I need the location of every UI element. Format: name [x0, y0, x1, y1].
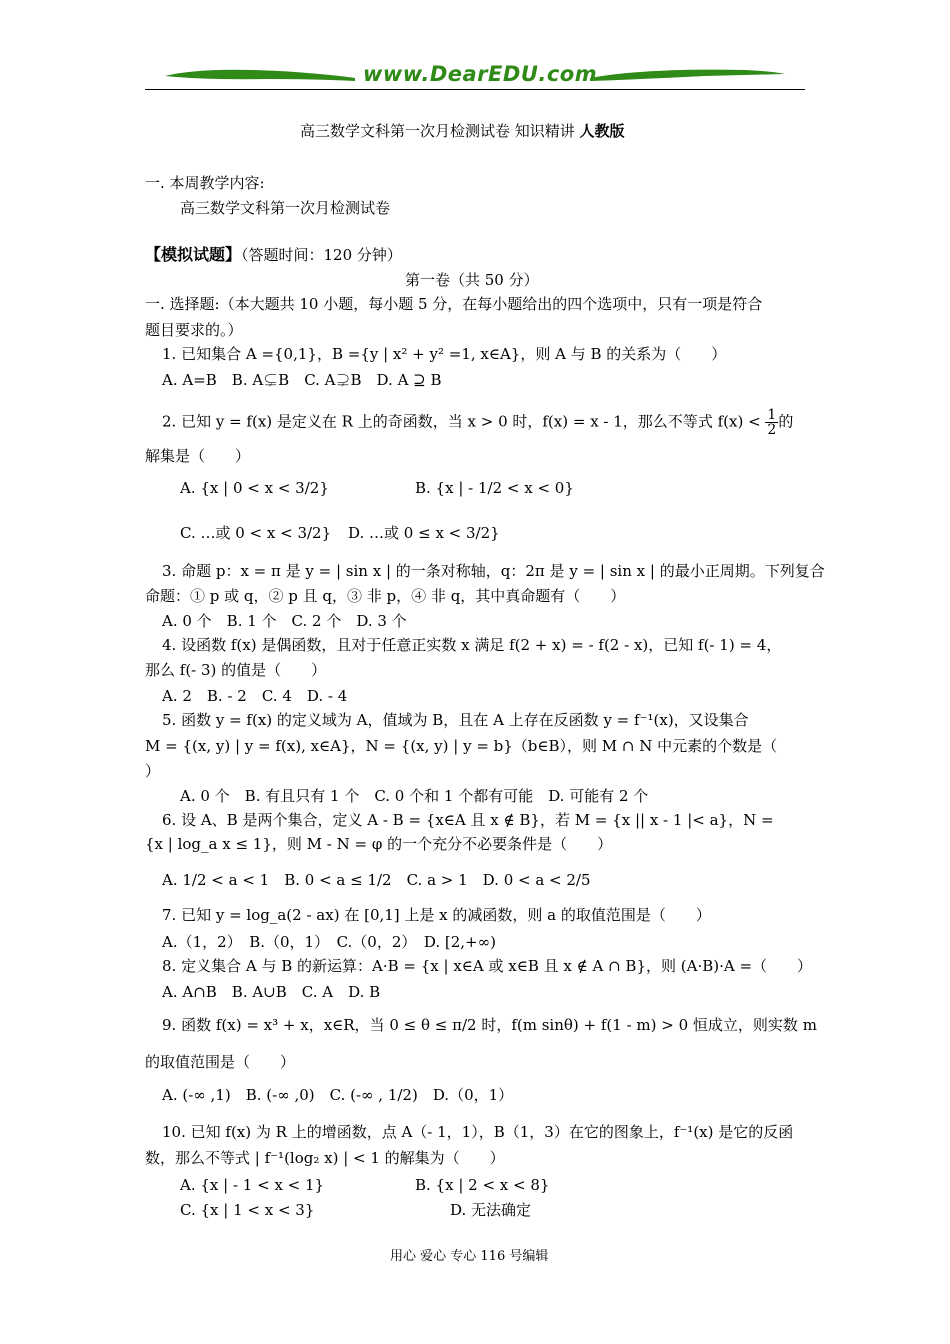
- q1-options: A. A=B B. A⊊B C. A⊋B D. A ⊇ B: [162, 371, 442, 389]
- q1-stem: 1. 已知集合 A ={0,1}，B ={y | x² + y² =1, x∈A}，则 A 与 B 的关系为（ ）: [162, 345, 727, 363]
- q2-frac-den: 2: [767, 422, 777, 438]
- q2-fraction: [765, 408, 778, 437]
- q5-line-1: 5. 函数 y = f(x) 的定义域为 A，值域为 B，且在 A 上存在反函数 y = f⁻¹(x)，又设集合: [162, 711, 749, 729]
- site-header-logo: [145, 62, 805, 92]
- q9-options: A. (-∞ ,1) B. (-∞ ,0) C. (-∞ , 1/2) D.（0，1）: [162, 1086, 514, 1104]
- mock-time: （答题时间：120 分钟）: [241, 246, 402, 264]
- q5-line-3: ）: [145, 762, 161, 780]
- q4-options: A. 2 B. - 2 C. 4 D. - 4: [162, 687, 348, 705]
- q5-line-2: M = {(x, y) | y = f(x), x∈A}，N = {(x, y) | y = b}（b∈B），则 M ∩ N 中元素的个数是（: [145, 737, 778, 755]
- q6-options: A. 1/2 < a < 1 B. 0 < a ≤ 1/2 C. a > 1 D. 0 < a < 2/5: [162, 871, 591, 889]
- q2-stem-a: 2. 已知 y = f(x) 是定义在 R 上的奇函数，当 x > 0 时，f(x) = x - 1，那么不等式 f(x) <: [162, 412, 761, 431]
- q7-options: A.（1，2） B.（0，1） C.（0，2） D. [2,+∞): [162, 933, 496, 951]
- q10-option-a: A. {x | - 1 < x < 1}: [180, 1176, 325, 1194]
- section-content: 高三数学文科第一次月检测试卷: [180, 199, 391, 217]
- q10-option-c: C. {x | 1 < x < 3}: [180, 1201, 315, 1219]
- q10-option-b: B. {x | 2 < x < 8}: [415, 1176, 550, 1194]
- header-rule: [145, 89, 805, 90]
- q7-stem: 7. 已知 y = log_a(2 - ax) 在 [0,1] 上是 x 的减函数，则 a 的取值范围是（ ）: [162, 906, 711, 924]
- q3-line-1: 3. 命题 p：x = π 是 y = | sin x | 的一条对称轴，q：2π 是 y = | sin x | 的最小正周期。下列复合: [162, 562, 825, 580]
- title-bold: 人教版: [579, 122, 625, 140]
- q2-stem-b: 的: [778, 412, 794, 431]
- page-title: [300, 121, 625, 141]
- q6-line-2: {x | log_a x ≤ 1}，则 M - N = φ 的一个充分不必要条件是（ ）: [145, 835, 613, 853]
- q5-options: A. 0 个 B. 有且只有 1 个 C. 0 个和 1 个都有可能 D. 可能有 2 个: [180, 787, 649, 805]
- q2-option-d: D. …或 0 ≤ x < 3/2}: [348, 524, 500, 542]
- q9-line-2: 的取值范围是（ ）: [145, 1053, 296, 1071]
- q9-stem: 9. 函数 f(x) = x³ + x，x∈R，当 0 ≤ θ ≤ π/2 时，f(m sinθ) + f(1 - m) > 0 恒成立，则实数 m: [162, 1016, 817, 1034]
- section-heading: 一. 本周教学内容:: [145, 174, 265, 192]
- q2-option-a: A. {x | 0 < x < 3/2}: [180, 479, 329, 497]
- page-footer: 用心 爱心 专心 116 号编辑: [390, 1249, 549, 1264]
- q4-line-1: 4. 设函数 f(x) 是偶函数，且对于任意正实数 x 满足 f(2 + x) = - f(2 - x)，已知 f(- 1) = 4，: [162, 636, 782, 654]
- site-logo-text: www.DearEDU.com: [363, 62, 598, 86]
- q10-line-2: 数，那么不等式 | f⁻¹(log₂ x) | < 1 的解集为（ ）: [145, 1149, 505, 1167]
- q10-option-d: D. 无法确定: [450, 1201, 532, 1219]
- q2-option-c: C. …或 0 < x < 3/2}: [180, 524, 332, 542]
- q2-line-2: 解集是（ ）: [145, 447, 251, 465]
- mock-label: 【模拟试题】: [145, 245, 242, 264]
- q2-stem: [162, 408, 793, 437]
- q3-options: A. 0 个 B. 1 个 C. 2 个 D. 3 个: [162, 612, 407, 630]
- instructions-line-1: 一. 选择题:（本大题共 10 小题，每小题 5 分，在每小题给出的四个选项中，只有一项是符合: [145, 295, 763, 313]
- q2-option-b: B. {x | - 1/2 < x < 0}: [415, 479, 574, 497]
- instructions-line-2: 题目要求的。）: [145, 321, 243, 339]
- title-main: 高三数学文科第一次月检测试卷 知识精讲: [300, 122, 580, 140]
- q8-options: A. A∩B B. A∪B C. A D. B: [162, 983, 381, 1001]
- q6-line-1: 6. 设 A、B 是两个集合，定义 A - B = {x∈A 且 x ∉ B}，若 M = {x || x - 1 |< a}，N =: [162, 811, 774, 829]
- part-title: 第一卷（共 50 分）: [405, 271, 539, 289]
- q2-frac-num: 1: [767, 407, 777, 423]
- q10-line-1: 10. 已知 f(x) 为 R 上的增函数，点 A（- 1，1），B（1，3）在它的图象上，f⁻¹(x) 是它的反函: [162, 1123, 794, 1141]
- q4-line-2: 那么 f(- 3) 的值是（ ）: [145, 661, 327, 679]
- q3-line-2: 命题：① p 或 q，② p 且 q，③ 非 p，④ 非 q，其中真命题有（ ）: [145, 587, 626, 605]
- q8-stem: 8. 定义集合 A 与 B 的新运算：A·B = {x | x∈A 或 x∈B 且 x ∉ A ∩ B}，则 (A·B)·A =（ ）: [162, 957, 813, 975]
- mock-header: [145, 245, 402, 265]
